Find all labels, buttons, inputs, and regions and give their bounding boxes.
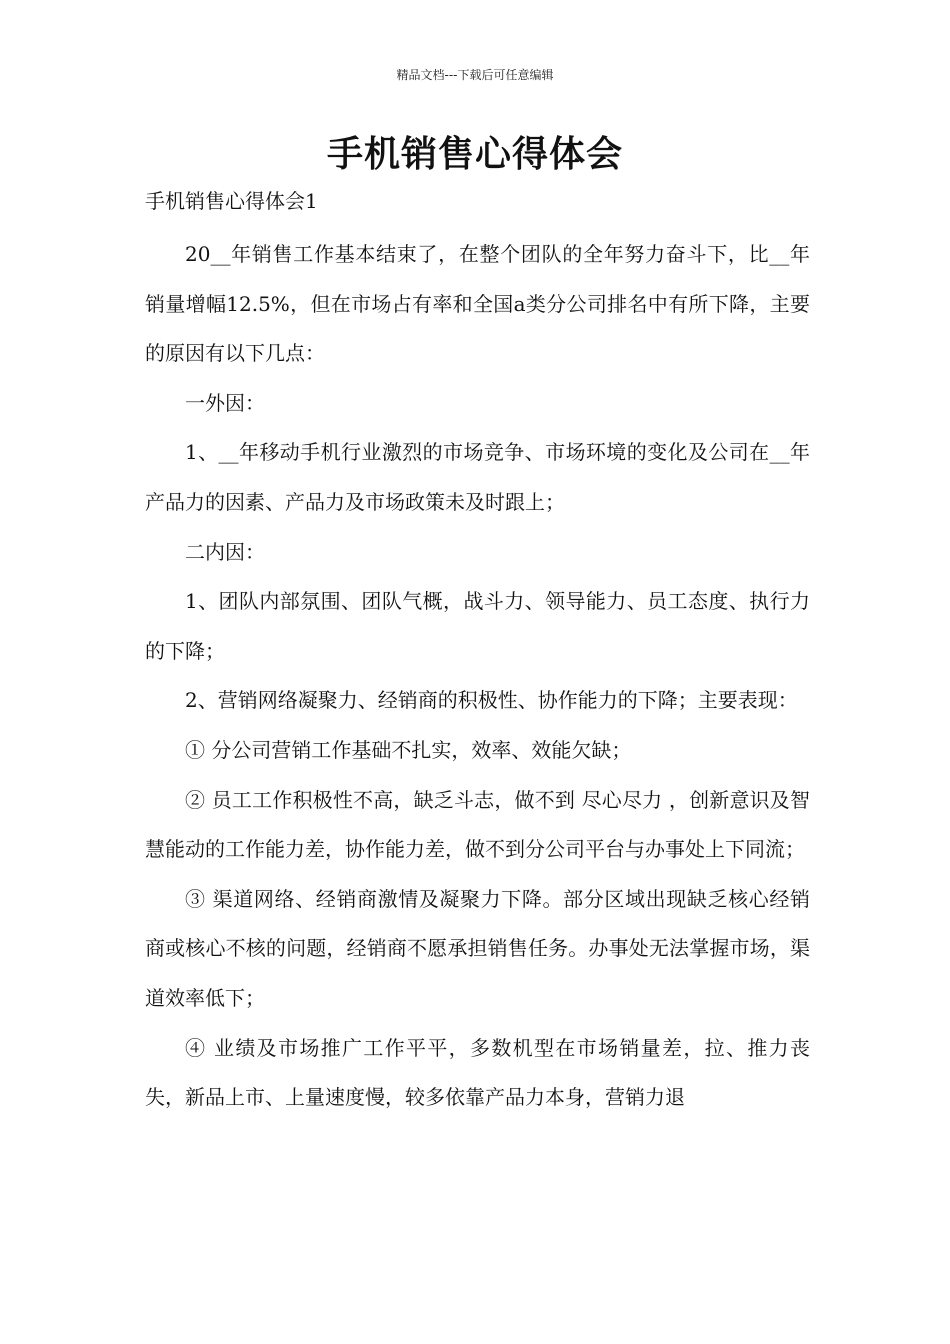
paragraph: 1、团队内部氛围、团队气概，战斗力、领导能力、员工态度、执行力的下降； bbox=[145, 589, 810, 663]
paragraph: 20__年销售工作基本结束了，在整个团队的全年努力奋斗下，比__年销量增幅12.5%，但在市场占有率和全国a类分公司排名中有所下降，主要的原因有以下几点： bbox=[145, 242, 810, 366]
paragraph: 一外因： bbox=[185, 390, 265, 415]
paragraph: 2、营销网络凝聚力、经销商的积极性、协作能力的下降；主要表现： bbox=[185, 688, 798, 713]
paragraph: 二内因： bbox=[185, 539, 265, 564]
paragraph: ③ 渠道网络、经销商激情及凝聚力下降。部分区域出现缺乏核心经销商或核心不核的问题，经销商不愿承担销售任务。办事处无法掌握市场，渠道效率低下； bbox=[145, 886, 810, 1010]
paragraph: ② 员工工作积极性不高，缺乏斗志，做不到 尽心尽力 ，创新意识及智慧能动的工作能力差，协作能力差，做不到分公司平台与办事处上下同流； bbox=[145, 787, 810, 862]
paragraph: ④ 业绩及市场推广工作平平，多数机型在市场销量差，拉、推力丧失，新品上市、上量速度慢，较多依靠产品力本身，营销力退 bbox=[145, 1035, 810, 1110]
header-note: 精品文档---下载后可任意编辑 bbox=[396, 68, 554, 82]
paragraph: ① 分公司营销工作基础不扎实，效率、效能欠缺； bbox=[185, 737, 632, 762]
section-subtitle: 手机销售心得体会1 bbox=[145, 189, 318, 213]
document-body bbox=[145, 230, 810, 1123]
paragraph: 1、__年移动手机行业激烈的市场竞争、市场环境的变化及公司在__年产品力的因素、产品力及市场政策未及时跟上； bbox=[145, 440, 810, 514]
document-title: 手机销售心得体会 bbox=[326, 134, 623, 175]
